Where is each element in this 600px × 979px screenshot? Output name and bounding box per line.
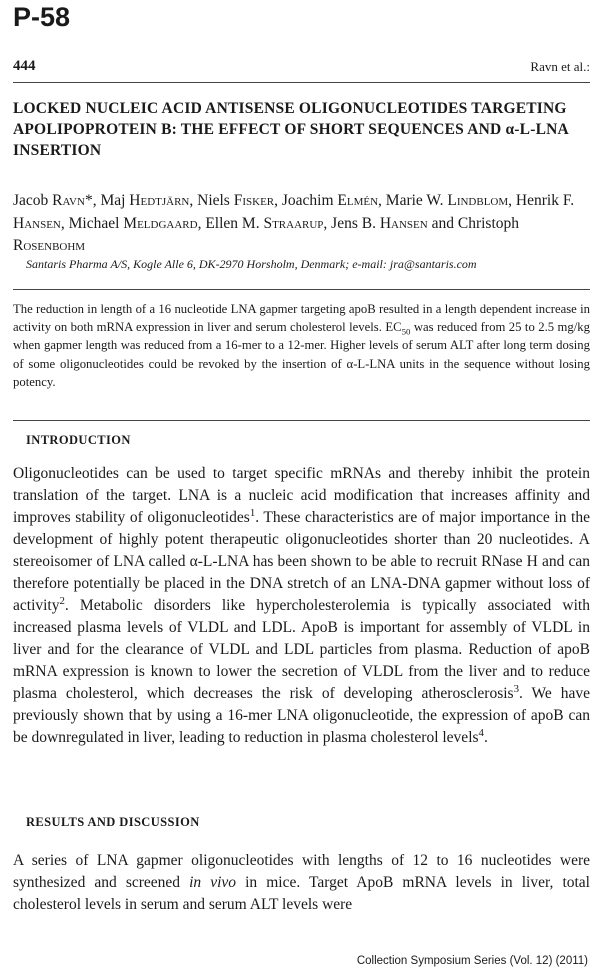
author-name: Ellen M. Straarup: [205, 214, 324, 232]
header-rule: [13, 82, 590, 83]
author-name: Michael Meldgaard: [68, 214, 198, 232]
results-paragraph: A series of LNA gapmer oligonucleotides with lengths of 12 to 16 nucleotides were synthesized and screened in vivo in mice. Target ApoB mRNA levels in liver, total cholesterol levels in serum and serum ALT levels were: [13, 852, 590, 913]
results-heading: RESULTS AND DISCUSSION: [26, 815, 200, 829]
author-name: Niels Fisker: [197, 192, 275, 209]
author-list: Jacob Ravn*, Maj Hedtjärn, Niels Fisker, Joachim Elmén, Marie W. Lindblom, Henrik F. Hansen, Michael Meldgaard, Ellen M. Straarup, Jens B. Hansen and Christoph Rosenbohm: [13, 192, 575, 254]
author-name: Marie W. Lindblom: [385, 192, 509, 209]
author-name: Christoph Rosenbohm: [13, 214, 520, 254]
running-head-authors: Ravn et al.:: [530, 59, 590, 74]
citation-2: 2: [59, 594, 65, 607]
page-code: P-58: [13, 2, 71, 32]
article-title: LOCKED NUCLEIC ACID ANTISENSE OLIGONUCLEOTIDES TARGETING APOLIPOPROTEIN B: THE EFFECT OF SHORT SEQUENCES AND α-L-LNA INSERTION: [13, 100, 569, 159]
citation-1: 1: [249, 506, 256, 519]
author-name: Jens B. Hansen: [331, 214, 428, 232]
introduction-heading: INTRODUCTION: [26, 433, 131, 447]
citation-4: 4: [478, 726, 484, 739]
abstract: The reduction in length of a 16 nucleotide LNA gapmer targeting apoB resulted in a length dependent increase in activity on both mRNA expression in liver and serum cholesterol levels. $EC_{50}$ was reduced from 25 to 2.5 mg/kg when gapmer length was reduced from a 16-mer to a 12-mer. Higher levels of serum ALT after long term dosing of some oligonucleotides could be revoked by the insertion of α-L-LNA units in the sequence without losing potency.: [13, 302, 590, 389]
author-name: Henrik F. Hansen: [13, 192, 575, 232]
footer-series: Collection Symposium Series (Vol. 12) (2011): [356, 955, 588, 967]
author-name: Jacob Ravn*: [13, 192, 93, 209]
citation-3: 3: [513, 682, 519, 695]
affiliation: Santaris Pharma A/S, Kogle Alle 6, DK-2970 Horsholm, Denmark; e-mail: jra@santaris.com: [26, 257, 477, 271]
page-folio: 444: [13, 58, 36, 74]
author-name: Joachim Elmén: [281, 192, 379, 209]
author-name: Maj Hedtjärn: [100, 192, 190, 209]
introduction-paragraph: Oligonucleotides can be used to target specific mRNAs and thereby inhibit the protein translation of the target. LNA is a nucleic acid modification that increases affinity and improves stability of oligonucleotides$^1$. These characteristics are of major importance in the development of highly potent therapeutic oligonucleotides shorter than 20 nucleotides. A stereoisomer of LNA called α-L-LNA has been shown to be able to recruit RNase H and can therefore potentially be placed in the DNA stretch of an LNA-DNA gapmer without loss of activity$^2$. Metabolic disorders like hypercholesterolemia is typically associated with increased plasma levels of VLDL and LDL. ApoB is important for assembly of VLDL in liver and for the clearance of VLDL and LDL particles from plasma. Reduction of apoB mRNA expression is known to lower the secretion of VLDL from the liver and to reduce plasma cholesterol, which decreases the risk of developing atherosclerosis$^3$. We have previously shown that by using a 16-mer LNA oligonucleotide, the expression of apoB can be downregulated in liver, leading to reduction in plasma cholesterol levels$^4$.: [13, 465, 590, 746]
abstract-top-rule: [13, 289, 590, 290]
running-head: [13, 58, 590, 75]
abstract-bottom-rule: [13, 420, 590, 421]
